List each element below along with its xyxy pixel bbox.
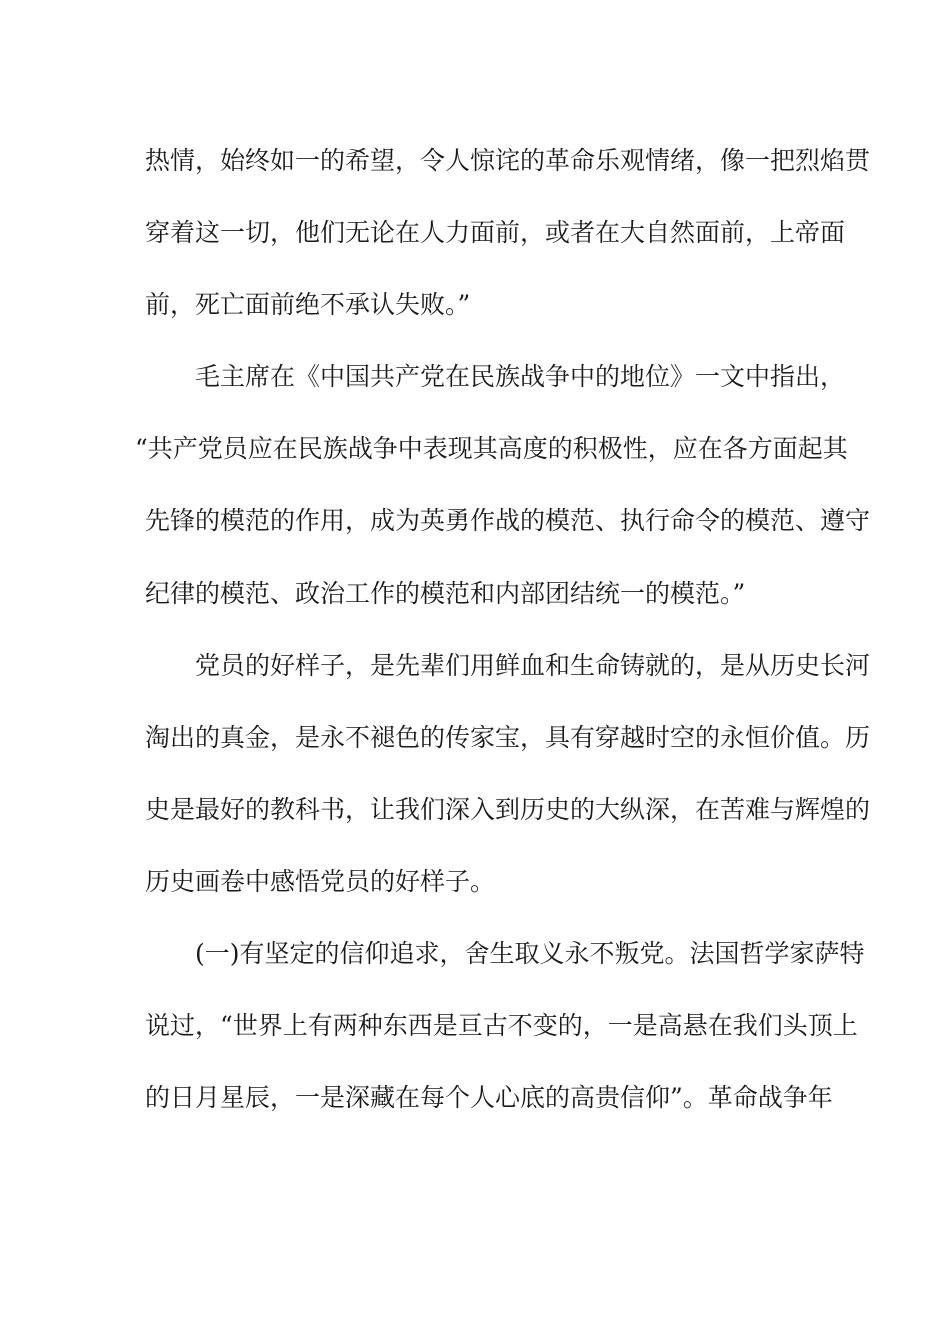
- paragraph-first-line: 毛主席在《中国共产党在民族战争中的地位》一文中指出，: [195, 362, 846, 392]
- text-line: 前，死亡面前绝不承认失败。”: [145, 290, 471, 320]
- text-line: 纪律的模范、政治工作的模范和内部团结统一的模范。”: [145, 578, 746, 608]
- text-line: 热情，始终如一的希望，令人惊诧的革命乐观情绪，像一把烈焰贯: [145, 146, 871, 175]
- text-line: 淘出的真金，是永不褪色的传家宝，具有穿越时空的永恒价值。历: [145, 722, 871, 752]
- text-line: 的日月星辰，一是深藏在每个人心底的高贵信仰”。革命战争年: [145, 1083, 833, 1113]
- text-line: 史是最好的教科书，让我们深入到历史的大纵深，在苦难与辉煌的: [145, 794, 871, 824]
- body-text: [135, 125, 871, 1134]
- text-line: “共产党员应在民族战争中表现其高度的积极性，应在各方面起其: [135, 434, 848, 464]
- paragraph-first-line: 党员的好样子，是先辈们用鲜血和生命铸就的，是从历史长河: [195, 650, 871, 680]
- text-line: 穿着这一切，他们无论在人力面前，或者在大自然面前，上帝面: [145, 218, 846, 248]
- text-line: 先锋的模范的作用，成为英勇作战的模范、执行命令的模范、遵守: [145, 506, 871, 536]
- text-line: 说过，“世界上有两种东西是亘古不变的，一是高悬在我们头顶上: [145, 1011, 858, 1041]
- text-line: 历史画卷中感悟党员的好样子。: [145, 866, 496, 896]
- paragraph-first-line: (一)有坚定的信仰追求，舍生取义永不叛党。法国哲学家萨特: [195, 939, 865, 969]
